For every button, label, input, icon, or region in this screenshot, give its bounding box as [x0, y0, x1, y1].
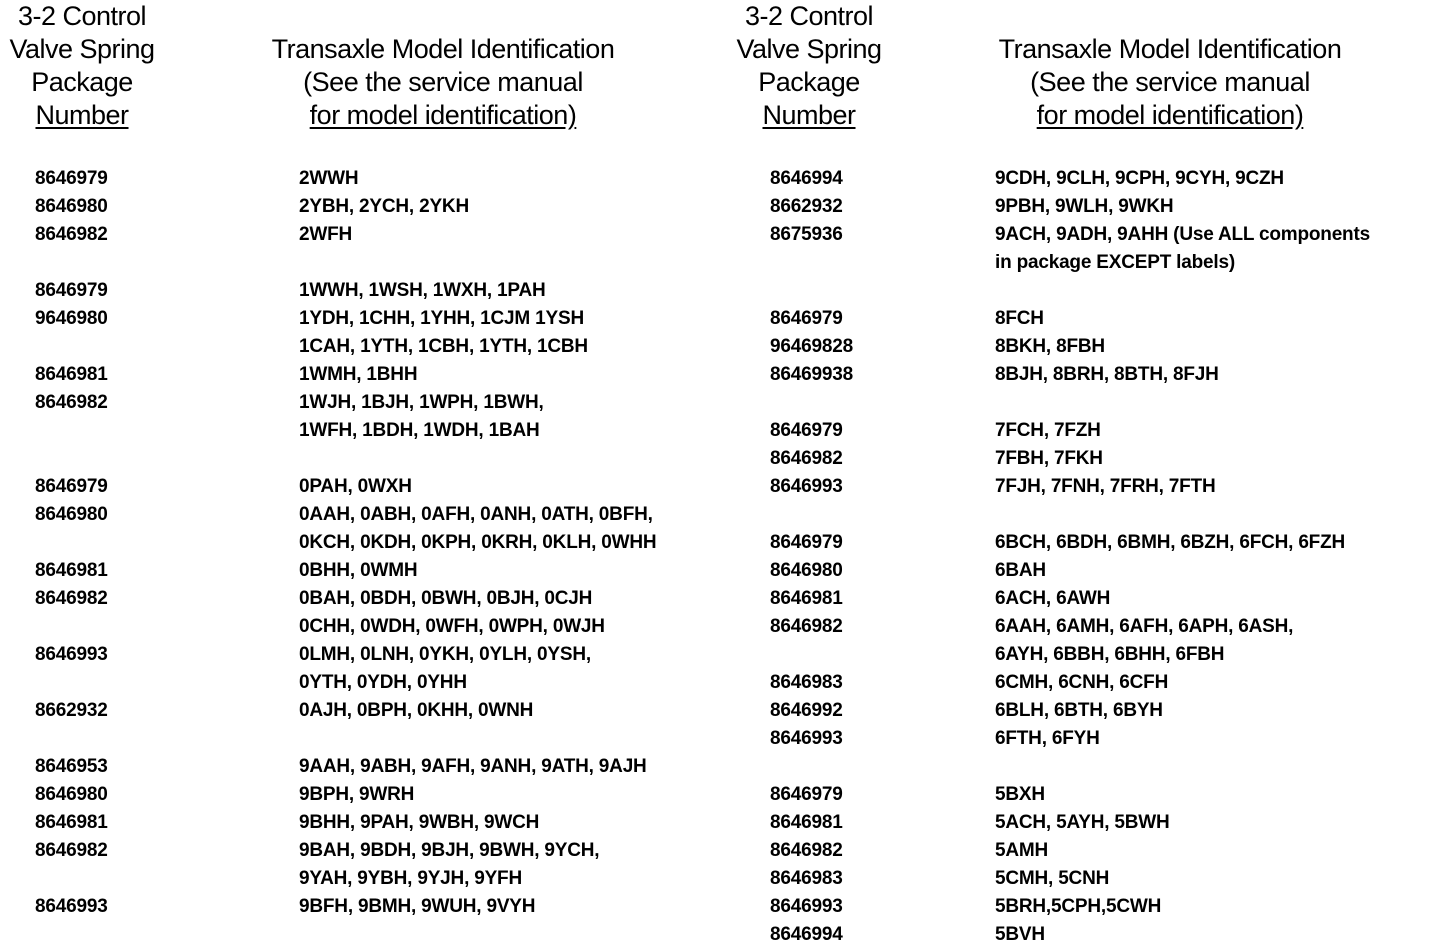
package-number: 8646993 — [35, 896, 108, 917]
model-codes: 0PAH, 0WXH — [299, 476, 412, 497]
package-number: 8646983 — [770, 672, 843, 693]
model-codes: 9BAH, 9BDH, 9BJH, 9BWH, 9YCH, — [299, 840, 600, 861]
table-row — [0, 277, 720, 305]
table-row — [0, 389, 720, 417]
header-line: 3-2 Control — [17, 1, 147, 31]
package-number: 8646994 — [770, 168, 843, 189]
package-number: 8646979 — [35, 476, 108, 497]
table-row — [720, 725, 1440, 753]
table-row — [0, 641, 720, 669]
package-number: 8646980 — [35, 784, 108, 805]
package-number: 8646979 — [35, 168, 108, 189]
package-number: 8646980 — [35, 504, 108, 525]
model-codes: 5ACH, 5AYH, 5BWH — [995, 812, 1170, 833]
table-row — [720, 753, 1440, 781]
table-row — [720, 417, 1440, 445]
package-number: 8675936 — [770, 224, 843, 245]
header-line: Package — [758, 67, 860, 97]
package-number: 8646993 — [770, 728, 843, 749]
model-codes: 9ACH, 9ADH, 9AHH (Use ALL components — [995, 224, 1370, 245]
table-row — [0, 613, 720, 641]
package-number: 8662932 — [35, 700, 108, 721]
header-line: Number — [762, 100, 856, 130]
model-codes: 1WFH, 1BDH, 1WDH, 1BAH — [299, 420, 540, 441]
model-codes: 5BXH — [995, 784, 1045, 805]
model-codes: 0AAH, 0ABH, 0AFH, 0ANH, 0ATH, 0BFH, — [299, 504, 653, 525]
package-number: 8646979 — [35, 280, 108, 301]
package-number: 8646994 — [770, 924, 843, 945]
table-row — [0, 361, 720, 389]
model-codes: 0KCH, 0KDH, 0KPH, 0KRH, 0KLH, 0WHH — [299, 532, 657, 553]
model-codes: 0BHH, 0WMH — [299, 560, 418, 581]
table-row — [720, 697, 1440, 725]
model-codes: 1WMH, 1BHH — [299, 364, 418, 385]
model-codes: 7FJH, 7FNH, 7FRH, 7FTH — [995, 476, 1216, 497]
package-number-header — [720, 0, 898, 132]
table-row — [0, 585, 720, 613]
package-number: 8646983 — [770, 868, 843, 889]
table-row — [0, 753, 720, 781]
model-identification-header — [238, 33, 648, 132]
table-row — [720, 529, 1440, 557]
table-row — [720, 305, 1440, 333]
package-number: 96469828 — [770, 336, 853, 357]
model-codes: 1YDH, 1CHH, 1YHH, 1CJM 1YSH — [299, 308, 584, 329]
table-row — [0, 445, 720, 473]
table-row — [720, 193, 1440, 221]
table-row — [720, 557, 1440, 585]
model-codes: 9CDH, 9CLH, 9CPH, 9CYH, 9CZH — [995, 168, 1284, 189]
table-row — [0, 669, 720, 697]
table-row — [720, 501, 1440, 529]
model-codes: 7FCH, 7FZH — [995, 420, 1101, 441]
table-row — [0, 837, 720, 865]
model-codes: 6CMH, 6CNH, 6CFH — [995, 672, 1169, 693]
table-row — [720, 249, 1440, 277]
model-codes: 8BKH, 8FBH — [995, 336, 1105, 357]
model-codes: 6AAH, 6AMH, 6AFH, 6APH, 6ASH, — [995, 616, 1294, 637]
model-codes: 6BAH — [995, 560, 1046, 581]
package-number: 8646979 — [770, 308, 843, 329]
package-number: 8646980 — [770, 560, 843, 581]
model-codes: 6FTH, 6FYH — [995, 728, 1100, 749]
left-table-rows — [0, 165, 720, 921]
table-row — [720, 333, 1440, 361]
model-codes: 9BHH, 9PAH, 9WBH, 9WCH — [299, 812, 540, 833]
header-line: Transaxle Model Identification — [271, 34, 615, 64]
model-codes: 9BFH, 9BMH, 9WUH, 9VYH — [299, 896, 536, 917]
header-line: Package — [31, 67, 133, 97]
model-codes: 6ACH, 6AWH — [995, 588, 1111, 609]
table-row — [0, 725, 720, 753]
table-row — [720, 921, 1440, 949]
package-number: 8646982 — [35, 840, 108, 861]
header-line: for model identification) — [1036, 100, 1304, 130]
package-number: 8646982 — [770, 448, 843, 469]
model-codes: 6AYH, 6BBH, 6BHH, 6FBH — [995, 644, 1225, 665]
package-number: 86469938 — [770, 364, 853, 385]
table-row — [0, 305, 720, 333]
header-line: Valve Spring — [9, 34, 155, 64]
table-row — [0, 697, 720, 725]
table-row — [720, 809, 1440, 837]
table-row — [0, 865, 720, 893]
table-row — [0, 193, 720, 221]
table-row — [0, 781, 720, 809]
table-row — [0, 893, 720, 921]
table-row — [0, 473, 720, 501]
right-table-rows — [720, 165, 1440, 949]
header-line: 3-2 Control — [744, 1, 874, 31]
model-codes: 9BPH, 9WRH — [299, 784, 415, 805]
model-codes: 0AJH, 0BPH, 0KHH, 0WNH — [299, 700, 534, 721]
model-codes: 8FCH — [995, 308, 1044, 329]
package-number: 8646953 — [35, 756, 108, 777]
table-row — [720, 221, 1440, 249]
table-row — [720, 837, 1440, 865]
table-row — [720, 893, 1440, 921]
table-row — [720, 613, 1440, 641]
model-codes: 1CAH, 1YTH, 1CBH, 1YTH, 1CBH — [299, 336, 588, 357]
table-row — [720, 445, 1440, 473]
package-number: 8646980 — [35, 196, 108, 217]
package-number: 8646993 — [770, 476, 843, 497]
package-number: 8646981 — [35, 812, 108, 833]
table-row — [720, 361, 1440, 389]
package-number: 9646980 — [35, 308, 108, 329]
package-number: 8646992 — [770, 700, 843, 721]
model-codes: 7FBH, 7FKH — [995, 448, 1103, 469]
model-codes: 0BAH, 0BDH, 0BWH, 0BJH, 0CJH — [299, 588, 593, 609]
package-number: 8646982 — [770, 840, 843, 861]
package-number: 8662932 — [770, 196, 843, 217]
table-row — [0, 529, 720, 557]
model-codes: 5AMH — [995, 840, 1049, 861]
model-codes: 2WWH — [299, 168, 359, 189]
table-row — [720, 585, 1440, 613]
model-codes: 2WFH — [299, 224, 353, 245]
model-codes: in package EXCEPT labels) — [995, 252, 1235, 273]
table-row — [720, 781, 1440, 809]
model-codes: 0CHH, 0WDH, 0WFH, 0WPH, 0WJH — [299, 616, 605, 637]
model-codes: 0YTH, 0YDH, 0YHH — [299, 672, 467, 693]
package-number: 8646982 — [35, 392, 108, 413]
model-codes: 9AAH, 9ABH, 9AFH, 9ANH, 9ATH, 9AJH — [299, 756, 647, 777]
package-number: 8646993 — [770, 896, 843, 917]
model-codes: 2YBH, 2YCH, 2YKH — [299, 196, 469, 217]
package-number: 8646981 — [35, 364, 108, 385]
package-number: 8646982 — [770, 616, 843, 637]
model-codes: 0LMH, 0LNH, 0YKH, 0YLH, 0YSH, — [299, 644, 591, 665]
package-number: 8646979 — [770, 784, 843, 805]
header-line: Transaxle Model Identification — [998, 34, 1342, 64]
table-row — [720, 389, 1440, 417]
header-line: (See the service manual — [303, 67, 583, 97]
model-codes: 8BJH, 8BRH, 8BTH, 8FJH — [995, 364, 1219, 385]
package-number: 8646981 — [770, 812, 843, 833]
table-row — [0, 165, 720, 193]
header-line: for model identification) — [309, 100, 577, 130]
table-row — [720, 641, 1440, 669]
table-row — [720, 473, 1440, 501]
package-number: 8646981 — [35, 560, 108, 581]
table-row — [0, 501, 720, 529]
table-row — [720, 669, 1440, 697]
package-number: 8646979 — [770, 532, 843, 553]
table-row — [720, 165, 1440, 193]
table-row — [0, 809, 720, 837]
model-codes: 5CMH, 5CNH — [995, 868, 1110, 889]
package-number: 8646993 — [35, 644, 108, 665]
table-row — [0, 221, 720, 249]
table-row — [0, 249, 720, 277]
model-codes: 1WJH, 1BJH, 1WPH, 1BWH, — [299, 392, 544, 413]
package-number: 8646982 — [35, 224, 108, 245]
model-codes: 1WWH, 1WSH, 1WXH, 1PAH — [299, 280, 546, 301]
package-number: 8646979 — [770, 420, 843, 441]
package-number: 8646982 — [35, 588, 108, 609]
package-number-header — [0, 0, 164, 132]
table-row — [720, 865, 1440, 893]
model-codes: 9YAH, 9YBH, 9YJH, 9YFH — [299, 868, 522, 889]
model-codes: 5BVH — [995, 924, 1045, 945]
model-codes: 6BCH, 6BDH, 6BMH, 6BZH, 6FCH, 6FZH — [995, 532, 1346, 553]
model-codes: 9PBH, 9WLH, 9WKH — [995, 196, 1174, 217]
package-number: 8646981 — [770, 588, 843, 609]
table-row — [720, 277, 1440, 305]
header-line: Number — [35, 100, 129, 130]
model-codes: 6BLH, 6BTH, 6BYH — [995, 700, 1163, 721]
table-row — [0, 417, 720, 445]
header-line: (See the service manual — [1030, 67, 1310, 97]
table-row — [0, 333, 720, 361]
header-line: Valve Spring — [736, 34, 882, 64]
model-identification-header — [938, 33, 1402, 132]
table-row — [0, 557, 720, 585]
model-codes: 5BRH,5CPH,5CWH — [995, 896, 1162, 917]
